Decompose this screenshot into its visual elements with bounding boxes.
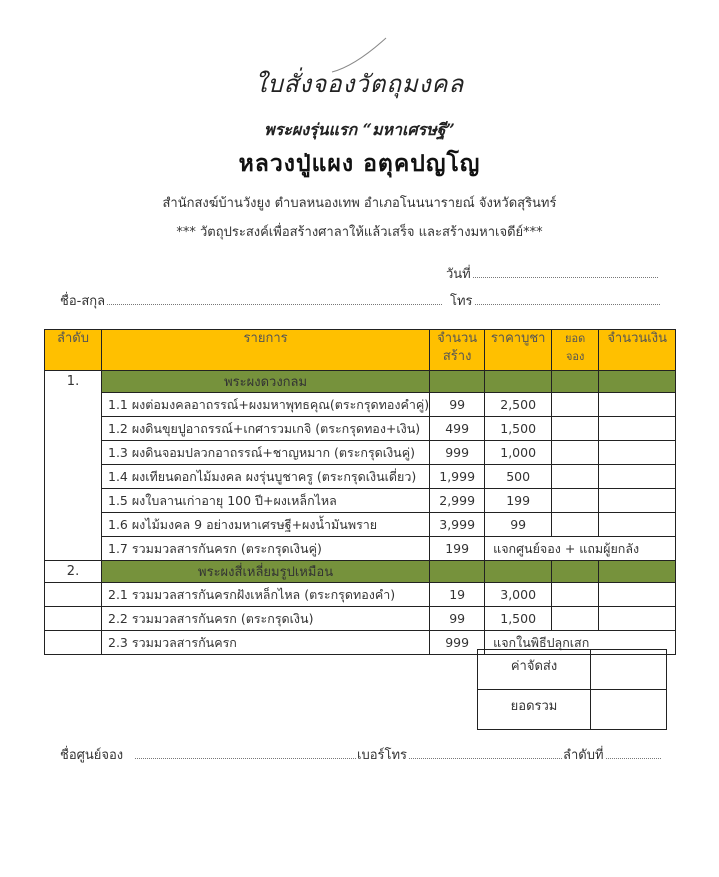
item-qty: 199 — [430, 537, 485, 561]
item-amount-input[interactable] — [599, 393, 676, 417]
address: สำนักสงฆ์บ้านวังยูง ตำบลหนองเทพ อำเภอโนนนารายณ์ จังหวัดสุรินทร์ — [162, 196, 557, 211]
item-note: แจกศูนย์จอง + แถมผู้ยกลัง — [485, 537, 676, 561]
item-note: แจกในพิธีปลุกเสก — [485, 631, 676, 655]
table-row — [45, 393, 676, 417]
item-price: 1,500 — [485, 417, 552, 441]
table-row — [45, 513, 676, 537]
item-booked-input[interactable] — [552, 489, 599, 513]
shipping-label: ค่าจัดส่ง — [478, 650, 591, 690]
purpose: *** วัตถุประสงค์เพื่อสร้างศาลาให้แล้วเสร็จ และสร้างมหาเจดีย์*** — [176, 225, 543, 240]
item-desc: 1.3 ผงดินจอมปลวกอาถรรณ์+ชาญหมาก (ตระกรุดเงินคู่) — [102, 441, 430, 465]
item-desc: 2.2 รวมมวลสารกันครก (ตระกรุดเงิน) — [102, 607, 430, 631]
item-amount-input[interactable] — [599, 513, 676, 537]
col-book-line1: ยอด — [565, 332, 586, 345]
col-header-item: รายการ — [102, 330, 430, 371]
item-desc: 1.1 ผงต่อมงคลอาถรรณ์+ผงมหาพุทธคุณ(ตระกรุดทองคำคู่) — [102, 393, 430, 417]
table-row — [45, 441, 676, 465]
name-field[interactable] — [60, 290, 442, 311]
name-dots — [107, 292, 442, 305]
order-blank — [45, 607, 102, 631]
col-build-line1: จำนวน — [437, 331, 478, 346]
item-amount-input[interactable] — [599, 441, 676, 465]
table-row — [45, 417, 676, 441]
center-dots — [135, 746, 356, 759]
table-row — [45, 607, 676, 631]
item-price: 3,000 — [485, 583, 552, 607]
section-number: 2. — [45, 561, 102, 583]
item-desc: 1.4 ผงเทียนดอกไม้มงคล ผงรุ่นบูชาครู (ตระกรุดเงินเดี่ยว) — [102, 465, 430, 489]
item-booked-input[interactable] — [552, 583, 599, 607]
shipping-input[interactable] — [591, 650, 667, 690]
item-price: 199 — [485, 489, 552, 513]
section-row — [45, 561, 676, 583]
item-booked-input[interactable] — [552, 513, 599, 537]
order-number-dots — [606, 746, 661, 759]
summary-table — [477, 649, 667, 730]
date-label: วันที่ — [446, 267, 471, 282]
item-qty: 999 — [430, 441, 485, 465]
item-amount-input[interactable] — [599, 607, 676, 631]
table-row — [45, 465, 676, 489]
order-blank — [45, 631, 102, 655]
item-amount-input[interactable] — [599, 489, 676, 513]
item-booked-input[interactable] — [552, 465, 599, 489]
phone-dots — [475, 292, 660, 305]
item-qty: 999 — [430, 631, 485, 655]
total-input[interactable] — [591, 690, 667, 730]
table-row — [45, 583, 676, 607]
item-amount-input[interactable] — [599, 465, 676, 489]
col-header-order: ลำดับ — [45, 330, 102, 371]
item-booked-input[interactable] — [552, 393, 599, 417]
item-price: 99 — [485, 513, 552, 537]
phone-field[interactable] — [450, 290, 660, 311]
item-amount-input[interactable] — [599, 583, 676, 607]
col-header-price: ราคาบูชา — [485, 330, 552, 371]
name-label: ชื่อ-สกุล — [60, 294, 106, 309]
section-title: พระผงสี่เหลี่ยมรูปเหมือน — [102, 561, 430, 583]
item-qty: 99 — [430, 607, 485, 631]
item-qty: 3,999 — [430, 513, 485, 537]
item-booked-input[interactable] — [552, 441, 599, 465]
order-number-field[interactable] — [563, 744, 661, 765]
col-header-booked — [552, 330, 599, 371]
total-label: ยอดรวม — [478, 690, 591, 730]
item-desc: 2.1 รวมมวลสารกันครกฝังเหล็กไหล (ตระกรุดทองคำ) — [102, 583, 430, 607]
section-title: พระผงดวงกลม — [102, 371, 430, 393]
order-blank — [45, 583, 102, 607]
item-qty: 2,999 — [430, 489, 485, 513]
table-row — [45, 489, 676, 513]
footer-phone-dots — [409, 746, 562, 759]
item-price: 500 — [485, 465, 552, 489]
item-desc: 1.7 รวมมวลสารกันครก (ตระกรุดเงินคู่) — [102, 537, 430, 561]
item-qty: 99 — [430, 393, 485, 417]
col-build-line2: สร้าง — [442, 349, 472, 364]
item-desc: 1.6 ผงไม้มงคล 9 อย่างมหาเศรษฐี+ผงน้ำมันพราย — [102, 513, 430, 537]
item-price: 1,000 — [485, 441, 552, 465]
footer-phone-label: เบอร์โทร — [357, 748, 408, 763]
order-table — [44, 329, 676, 655]
col-header-amount: จำนวนเงิน — [599, 330, 676, 371]
section-number: 1. — [45, 371, 102, 561]
item-qty: 19 — [430, 583, 485, 607]
monk-name: หลวงปู่แผง อตุคปญโญ — [238, 151, 481, 177]
date-field[interactable] — [446, 263, 658, 284]
table-row — [45, 537, 676, 561]
center-field[interactable] — [60, 744, 356, 765]
form-title: ใบสั่งจองวัตถุมงคล — [254, 70, 465, 98]
subtitle: พระผงรุ่นแรก “มหาเศรษฐี” — [264, 120, 455, 139]
item-booked-input[interactable] — [552, 417, 599, 441]
center-label: ชื่อศูนย์จอง — [60, 748, 124, 763]
col-header-build-qty — [430, 330, 485, 371]
item-desc: 1.2 ผงดินขุยปูอาถรรณ์+เกศารวมเกจิ (ตระกรุดทอง+เงิน) — [102, 417, 430, 441]
footer-phone-field[interactable] — [357, 744, 562, 765]
phone-label: โทร — [450, 294, 473, 309]
col-book-line2: จอง — [565, 350, 585, 363]
item-price: 2,500 — [485, 393, 552, 417]
item-qty: 1,999 — [430, 465, 485, 489]
item-booked-input[interactable] — [552, 607, 599, 631]
item-desc: 2.3 รวมมวลสารกันครก — [102, 631, 430, 655]
order-number-label: ลำดับที่ — [563, 748, 604, 763]
item-amount-input[interactable] — [599, 417, 676, 441]
section-row — [45, 371, 676, 393]
item-qty: 499 — [430, 417, 485, 441]
item-desc: 1.5 ผงใบลานเก่าอายุ 100 ปี+ผงเหล็กไหล — [102, 489, 430, 513]
item-price: 1,500 — [485, 607, 552, 631]
date-dots — [473, 265, 658, 278]
